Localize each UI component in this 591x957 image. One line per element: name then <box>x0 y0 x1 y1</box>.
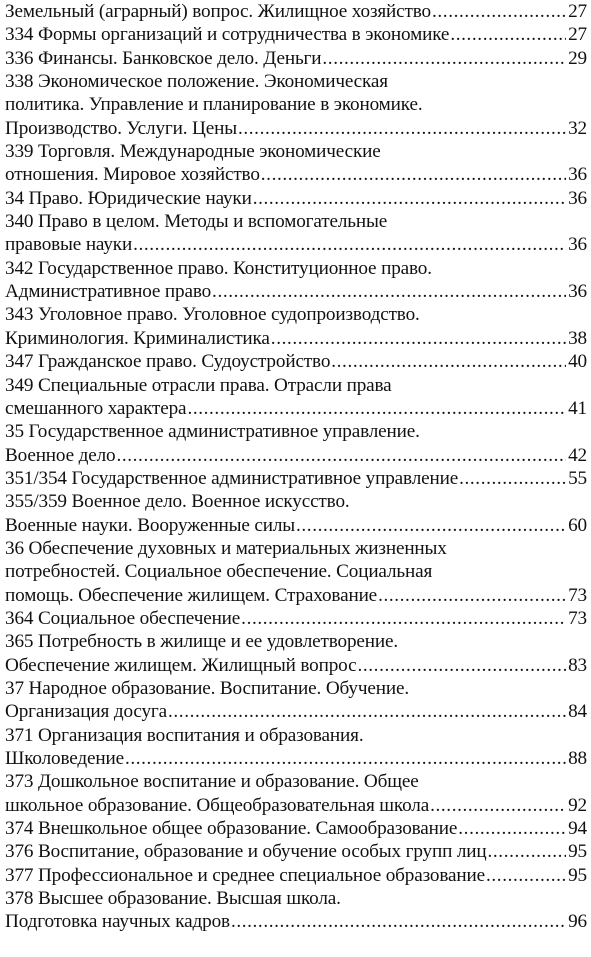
toc-entry <box>5 374 587 421</box>
toc-dot-leader <box>450 23 566 46</box>
toc-dot-leader <box>296 514 566 537</box>
toc-entry-title-text: 349 Специальные отрасли права. Отрасли права <box>5 374 392 396</box>
toc-entry-title-text: 347 Гражданское право. Судоустройство <box>5 351 331 373</box>
toc-entry <box>5 537 587 607</box>
toc-entry-line <box>5 420 587 443</box>
toc-entry-last-line <box>5 187 587 210</box>
toc-dot-leader <box>187 397 566 420</box>
toc-entry <box>5 257 587 304</box>
toc-entry <box>5 140 587 187</box>
toc-entry-title-text: помощь. Обеспечение жилищем. Страхование <box>5 584 378 606</box>
toc-entry <box>5 210 587 257</box>
toc-dot-leader <box>253 187 566 210</box>
toc-dot-leader <box>116 444 566 467</box>
toc-entry-last-line <box>5 350 587 373</box>
toc-entry-title-text: 365 Потребность в жилище и ее удовлетворение. <box>5 631 399 653</box>
toc-entry-last-line <box>5 233 587 256</box>
toc-entry-title-text: политика. Управление и планирование в экономике. <box>5 94 423 116</box>
toc-dot-leader <box>378 584 566 607</box>
toc-entry-last-line <box>5 280 587 303</box>
toc-page-number: 55 <box>568 467 587 489</box>
toc-entry-line <box>5 140 587 163</box>
toc-entry-title-text: 37 Народное образование. Воспитание. Обучение. <box>5 677 409 699</box>
toc-entry <box>5 490 587 537</box>
toc-entry <box>5 770 587 817</box>
toc-entry-last-line <box>5 864 587 887</box>
toc-entry <box>5 887 587 934</box>
toc-entry-last-line <box>5 654 587 677</box>
toc-entry-line <box>5 770 587 793</box>
toc-dot-leader <box>231 910 566 933</box>
toc-entry-title-text: школьное образование. Общеобразовательная школа <box>5 794 430 816</box>
toc-page-number: 83 <box>568 654 587 676</box>
toc-entry <box>5 350 587 373</box>
toc-dot-leader <box>241 607 566 630</box>
toc-entry-title-text: Военное дело <box>5 444 116 466</box>
toc-entry-last-line <box>5 467 587 490</box>
toc-entry <box>5 677 587 724</box>
toc-entry-title-text: Обеспечение жилищем. Жилищный вопрос <box>5 654 357 676</box>
toc-entry-last-line <box>5 23 587 46</box>
toc-entry-title-text: 336 Финансы. Банковское дело. Деньги <box>5 47 322 69</box>
toc-entry-title-text: 36 Обеспечение духовных и материальных жизненных <box>5 537 447 559</box>
toc-entry <box>5 607 587 630</box>
toc-entry-line <box>5 70 587 93</box>
toc-entry-line <box>5 257 587 280</box>
toc-entry-title-text: потребностей. Социальное обеспечение. Социальная <box>5 561 433 583</box>
toc-entry-title-text: 373 Дошкольное воспитание и образование. Общее <box>5 771 419 793</box>
toc-entry-title-text: 342 Государственное право. Конституционное право. <box>5 257 432 279</box>
toc-entry-line <box>5 887 587 910</box>
toc-entry-title-text: Военные науки. Вооруженные силы <box>5 514 296 536</box>
toc-entry-last-line <box>5 840 587 863</box>
toc-page-number: 27 <box>568 24 587 46</box>
toc-page-number: 36 <box>568 187 587 209</box>
toc-entry-title-text: Подготовка научных кадров <box>5 911 230 933</box>
toc-page-number: 88 <box>568 748 587 769</box>
toc-entry-last-line <box>5 397 587 420</box>
toc-entry-last-line <box>5 327 587 350</box>
toc-entry-line <box>5 537 587 560</box>
toc-entry-line <box>5 210 587 233</box>
toc-entry-title-text: отношения. Мировое хозяйство <box>5 164 260 186</box>
toc-entry-line <box>5 93 587 116</box>
toc-entry-last-line <box>5 0 587 23</box>
toc-entry-title-text: 376 Воспитание, образование и обучение особых групп лиц <box>5 841 487 863</box>
toc-entry-line <box>5 374 587 397</box>
toc-entry-title-text: Организация досуга <box>5 701 168 723</box>
toc-entry <box>5 47 587 70</box>
toc-page-number: 36 <box>568 164 587 186</box>
toc-entry-title-text: 343 Уголовное право. Уголовное судопроизводство. <box>5 304 420 326</box>
toc-dot-leader <box>133 233 566 256</box>
toc-entry-last-line <box>5 117 587 140</box>
toc-entry-line <box>5 677 587 700</box>
toc-page-number: 40 <box>568 351 587 373</box>
toc-entry-title-text: Производство. Услуги. Цены <box>5 117 237 139</box>
toc-page-number: 41 <box>568 397 587 419</box>
toc-entry <box>5 70 587 140</box>
toc-entry-line <box>5 560 587 583</box>
toc-entry <box>5 187 587 210</box>
toc-entry-last-line <box>5 747 587 770</box>
toc-entry <box>5 864 587 887</box>
toc-dot-leader <box>459 467 566 490</box>
toc-dot-leader <box>125 747 566 770</box>
toc-dot-leader <box>238 117 566 140</box>
toc-entry-title-text: 351/354 Государственное административное управление <box>5 467 459 489</box>
toc-page-number: 42 <box>568 444 587 466</box>
toc-entry <box>5 840 587 863</box>
toc-entry-last-line <box>5 910 587 933</box>
toc-entry-title-text: 340 Право в целом. Методы и вспомогательные <box>5 211 388 233</box>
toc-entry-title-text: 374 Внешкольное общее образование. Самообразование <box>5 818 458 840</box>
toc-entry-title-text: 378 Высшее образование. Высшая школа. <box>5 888 341 910</box>
toc-entry-last-line <box>5 163 587 186</box>
toc-page-number: 94 <box>568 818 587 840</box>
toc-entry-title-text: 334 Формы организаций и сотрудничества в экономике <box>5 24 450 46</box>
toc-entry-last-line <box>5 817 587 840</box>
table-of-contents <box>5 0 587 934</box>
toc-entry-last-line <box>5 444 587 467</box>
toc-page-number: 38 <box>568 327 587 349</box>
toc-entry-line <box>5 303 587 326</box>
toc-dot-leader <box>486 864 566 887</box>
toc-entry-title-text: смешанного характера <box>5 397 187 419</box>
toc-entry-last-line <box>5 47 587 70</box>
toc-dot-leader <box>331 350 566 373</box>
toc-entry-last-line <box>5 700 587 723</box>
toc-page-number: 29 <box>568 47 587 69</box>
toc-entry-title-text: 339 Торговля. Международные экономические <box>5 141 381 163</box>
toc-page-number: 92 <box>568 794 587 816</box>
toc-dot-leader <box>432 0 566 23</box>
toc-entry-title-text: 338 Экономическое положение. Экономическая <box>5 71 388 93</box>
toc-entry-last-line <box>5 794 587 817</box>
toc-dot-leader <box>430 794 566 817</box>
toc-entry-title-text: 35 Государственное административное управление. <box>5 421 420 443</box>
toc-entry <box>5 467 587 490</box>
toc-entry-last-line <box>5 607 587 630</box>
toc-page-number: 95 <box>568 864 587 886</box>
toc-page-number: 73 <box>568 607 587 629</box>
toc-dot-leader <box>357 654 566 677</box>
toc-dot-leader <box>271 327 566 350</box>
toc-page-number: 60 <box>568 514 587 536</box>
toc-entry <box>5 23 587 46</box>
toc-entry-title-text: 364 Социальное обеспечение <box>5 607 241 629</box>
toc-entry <box>5 420 587 467</box>
toc-entry <box>5 724 587 771</box>
toc-entry-title-text: 34 Право. Юридические науки <box>5 187 252 209</box>
toc-dot-leader <box>488 840 567 863</box>
toc-entry-title-text: 355/359 Военное дело. Военное искусство. <box>5 491 350 513</box>
toc-page-number: 73 <box>568 584 587 606</box>
toc-entry-line <box>5 724 587 747</box>
toc-entry-title-text: Школоведение <box>5 748 124 769</box>
toc-entry-title-text: 377 Профессиональное и среднее специальное образование <box>5 864 485 886</box>
toc-dot-leader <box>212 280 566 303</box>
toc-page-number: 96 <box>568 911 587 933</box>
toc-page-number: 32 <box>568 117 587 139</box>
toc-dot-leader <box>168 700 566 723</box>
toc-entry <box>5 303 587 350</box>
toc-entry-title-text: Земельный (аграрный) вопрос. Жилищное хозяйство <box>5 1 431 22</box>
toc-page-number: 36 <box>568 234 587 256</box>
toc-page-number: 27 <box>568 1 587 22</box>
toc-dot-leader <box>322 47 566 70</box>
toc-entry <box>5 0 587 23</box>
toc-page-number: 36 <box>568 281 587 303</box>
toc-page-number: 95 <box>568 841 587 863</box>
toc-entry-title-text: Административное право <box>5 281 212 303</box>
toc-dot-leader <box>261 163 566 186</box>
toc-dot-leader <box>458 817 566 840</box>
toc-entry-title-text: Криминология. Криминалистика <box>5 327 270 349</box>
toc-entry-last-line <box>5 514 587 537</box>
toc-entry-line <box>5 490 587 513</box>
toc-entry-last-line <box>5 584 587 607</box>
toc-entry <box>5 817 587 840</box>
toc-page-number: 84 <box>568 701 587 723</box>
toc-entry-title-text: 371 Организация воспитания и образования. <box>5 724 364 746</box>
toc-entry <box>5 630 587 677</box>
toc-entry-line <box>5 630 587 653</box>
toc-entry-title-text: правовые науки <box>5 234 133 256</box>
